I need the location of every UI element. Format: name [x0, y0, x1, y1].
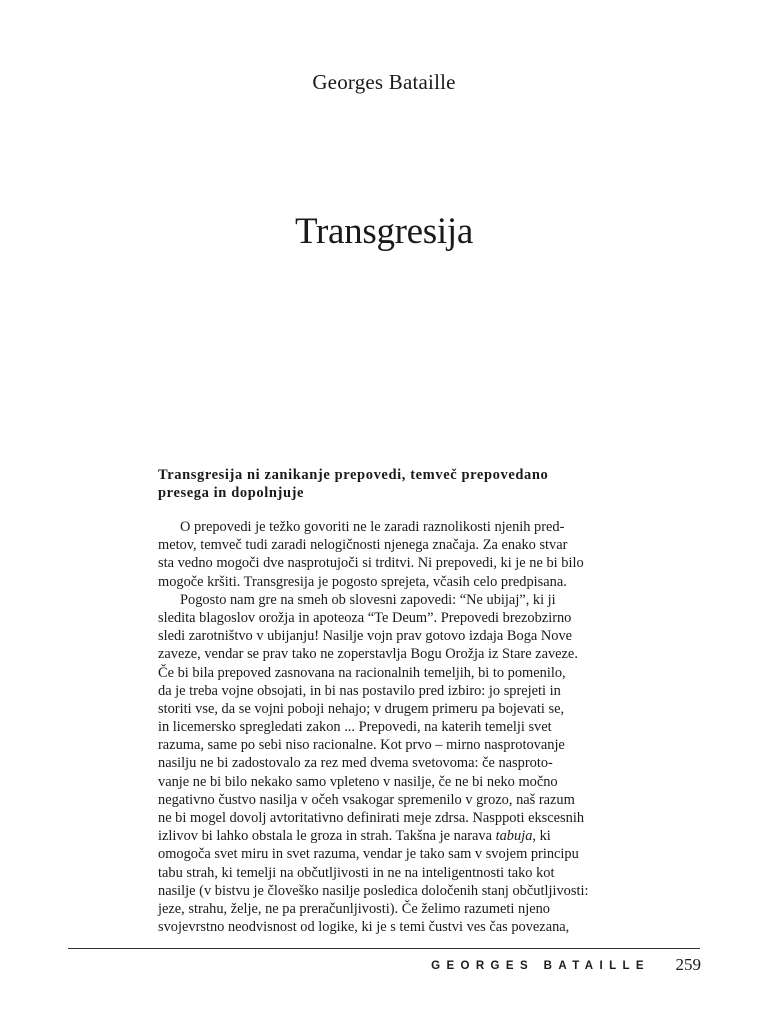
text-line-start: izlivov bi lahko obstala le groza in strah. Takšna je narava: [158, 828, 496, 845]
author-name: Georges Bataille: [312, 70, 456, 94]
chapter-title: Transgresija: [295, 211, 473, 252]
text-line: [158, 827, 614, 845]
text-line: svojevrstno neodvisnost od logike, ki je s temi čustvi ves čas povezana,: [158, 919, 570, 936]
text-line: nasilju ne bi zadostovalo za rez med dvema svetovoma: če nasproto-: [158, 755, 553, 772]
body-text: [158, 518, 614, 936]
text-line: in licemersko spregledati zakon ... Prepovedi, na katerih temelji svet: [158, 719, 552, 736]
italic-term: tabuja: [495, 828, 533, 845]
text-line: metov, temveč tudi zaradi nelogičnosti njenega značaja. Za enako stvar: [158, 537, 568, 554]
text-line: sledita blagoslov orožja in apoteoza “Te Deum”. Prepovedi brezobzirno: [158, 609, 572, 626]
text-line: storiti vse, da se vojni poboji nehajo; v drugem primeru pa bojevati se,: [158, 700, 565, 717]
text-line: mogoče kršiti. Transgresija je pogosto sprejeta, včasih celo predpisana.: [158, 573, 567, 590]
text-line: sta vedno mogoči dve nasprotujoči si trditvi. Ni prepovedi, ki je ne bi bilo: [158, 555, 584, 572]
text-line: razuma, same po sebi niso racionalne. Kot prvo – mirno nasprotovanje: [158, 737, 565, 754]
text-line: omogoča svet miru in svet razuma, vendar je tako sam v svojem principu: [158, 846, 579, 863]
text-line: Pogosto nam gre na smeh ob slovesni zapovedi: “Ne ubijaj”, ki ji: [180, 591, 556, 608]
page-number: 259: [675, 955, 701, 974]
text-line: da je treba vojne obsojati, in bi nas postavilo pred izbiro: jo sprejeti in: [158, 682, 561, 699]
text-line: nasilje (v bistvu je človeško nasilje posledica določenih stanj občutljivosti:: [158, 882, 589, 899]
text-line: negativno čustvo nasilja v očeh vsakogar spremenilo v grozo, naš razum: [158, 791, 575, 808]
text-line: ne bi mogel dovolj avtoritativno definirati meje zdrsa. Naspроti ekscesnih: [158, 810, 585, 826]
section-heading-line: presega in dopolnjuje: [158, 485, 305, 501]
text-line: vanje ne bi bilo nekako samo vpleteno v nasilje, če ne bi neko močno: [158, 773, 558, 790]
footer-running-head: GEORGES BATAILLE: [431, 960, 650, 972]
section-heading-line: Transgresija ni zanikanje prepovedi, temveč prepovedano: [158, 467, 549, 483]
text-line: jeze, strahu, želje, ne pa preračunljivosti). Če želimo razumeti njeno: [158, 900, 550, 917]
text-line-end: , ki: [532, 828, 551, 845]
text-line: O prepovedi je težko govoriti ne le zaradi raznolikosti njenih pred-: [180, 519, 565, 535]
text-line: Če bi bila prepoved zasnovana na racionalnih temeljih, bi to pomenilo,: [158, 664, 566, 681]
text-line: zaveze, vendar se prav tako ne zoperstavlja Bogu Orožja iz Stare zaveze.: [158, 646, 578, 663]
section-heading: [158, 466, 618, 502]
text-line: tabu strah, ki temelji na občutljivosti in ne na inteligentnosti tako kot: [158, 864, 555, 881]
text-line: sledi zarotništvo v ubijanju! Nasilje vojn prav gotovo izdaja Boga Nove: [158, 628, 573, 645]
footer-rule: [68, 948, 700, 949]
